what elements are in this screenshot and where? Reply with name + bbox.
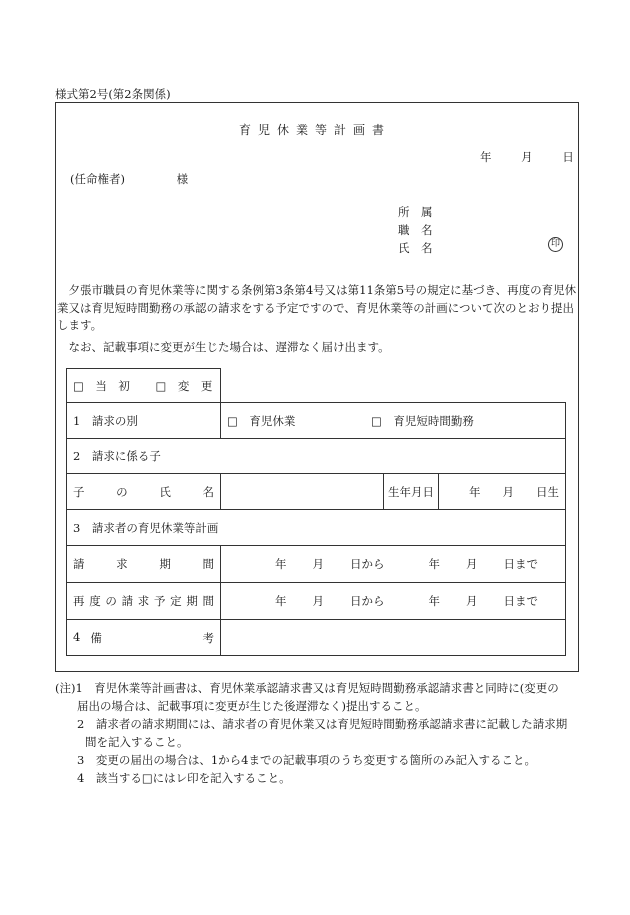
plan-section-label: 3 請求者の育児休業等計画	[67, 510, 566, 546]
child-name-input[interactable]	[221, 474, 384, 510]
addressee-line	[70, 171, 188, 187]
document-title: 育児休業等計画書	[238, 123, 391, 137]
initial-checkbox[interactable]: □ 当 初	[73, 378, 130, 393]
honorific-label: 様	[176, 172, 189, 186]
remarks-input[interactable]	[221, 620, 566, 656]
change-notice-statement: なお、記載事項に変更が生じた場合は、遅滞なく届け出ます。	[68, 340, 390, 354]
replanned-period-label: 再 度 の 請 求 予 定 期 間	[67, 583, 221, 620]
applicant-name-label: 氏 名	[398, 241, 433, 255]
remarks-label: 4 備 考	[67, 620, 221, 656]
appointing-authority-label: (任命権者)	[70, 172, 125, 186]
applicant-affiliation-label: 所 属	[398, 205, 433, 219]
birth-date-label: 生年月日	[384, 474, 439, 510]
request-period-input[interactable]: 年 月 日から 年 月 日まで	[221, 546, 566, 583]
date-year-unit: 年	[480, 150, 492, 164]
seal-mark: 印	[548, 237, 563, 252]
date-month-unit: 月	[521, 150, 533, 164]
short-hours-checkbox[interactable]: □ 育児短時間勤務	[371, 413, 474, 428]
childcare-leave-checkbox[interactable]: □ 育児休業	[227, 413, 296, 428]
request-type-label: 1 請求の別	[67, 403, 221, 439]
birth-date-input[interactable]: 年 月 日生	[439, 474, 566, 510]
initial-change-cell	[67, 369, 221, 403]
request-statement: 夕張市職員の育児休業等に関する条例第3条第4号又は第11条第5号の規定に基づき、再度の育児休業又は育児短時間勤務の承認の請求をする予定ですので、育児休業等の計画について次のとおり提出します。	[57, 283, 577, 332]
note-line: 届出の場合は、記載事項に変更が生じた後遅滞なく)提出すること。	[77, 699, 427, 713]
applicant-post-label: 職 名	[398, 223, 433, 237]
change-checkbox[interactable]: □ 変 更	[155, 378, 213, 393]
note-line: 2 請求者の請求期間には、請求者の育児休業又は育児短時間勤務承認請求書に記載した請求期	[77, 717, 568, 731]
date-line	[480, 149, 574, 165]
note-line: 4 該当する□にはレ印を記入すること。	[77, 771, 291, 785]
child-name-label: 子 の 氏 名	[67, 474, 221, 510]
note-line: 間を記入すること。	[85, 735, 189, 749]
form-number-label: 様式第2号(第2条関係)	[55, 87, 171, 101]
child-section-label: 2 請求に係る子	[67, 439, 566, 474]
note-line: 3 変更の届出の場合は、1から4までの記載事項のうち変更する箇所のみ記入すること。	[77, 753, 536, 767]
plan-table	[66, 368, 566, 656]
request-period-label: 請 求 期 間	[67, 546, 221, 583]
replanned-period-input[interactable]: 年 月 日から 年 月 日まで	[221, 583, 566, 620]
request-type-options	[221, 403, 566, 439]
date-day-unit: 日	[562, 150, 574, 164]
note-line: (注)1 育児休業等計画書は、育児休業承認請求書又は育児短時間勤務承認請求書と同時に(変更の	[55, 681, 559, 695]
